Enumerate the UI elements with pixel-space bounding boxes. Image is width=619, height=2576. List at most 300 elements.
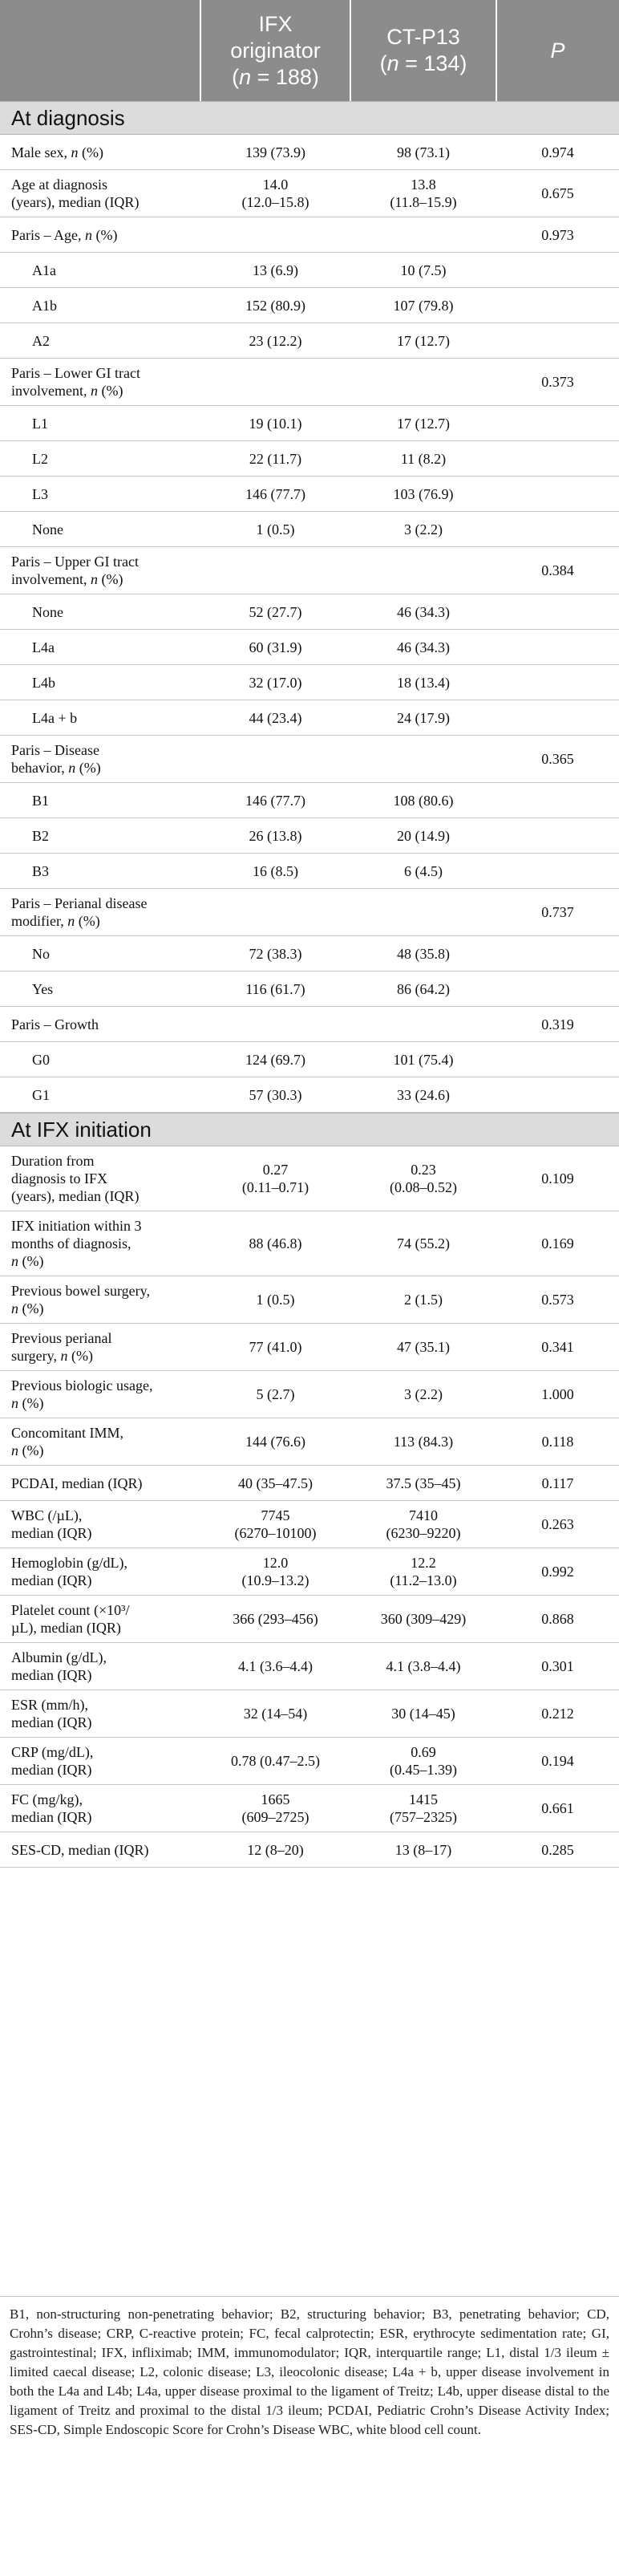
row-label — [32, 630, 196, 664]
p-value — [496, 1276, 619, 1323]
ifx-originator-value-line: 366 (293–456) — [233, 1611, 318, 1627]
row-label-line: ESR (mm/h), — [11, 1697, 89, 1713]
row-label-line: n (%) — [11, 1300, 44, 1316]
ct-p13-value — [350, 170, 496, 217]
header-divider — [350, 0, 351, 101]
ct-p13-value — [350, 783, 496, 817]
ifx-originator-value-line: 0.78 (0.47–2.5) — [231, 1753, 320, 1769]
row-label-line: Paris – Age, n (%) — [11, 226, 118, 243]
header-ifx-count: = 188) — [251, 64, 319, 89]
table-subrow — [0, 406, 619, 441]
ifx-originator-value — [200, 1211, 350, 1276]
row-label-line: months of diagnosis, — [11, 1235, 131, 1251]
ifx-originator-value-line: 72 (38.3) — [249, 945, 302, 962]
row-label — [11, 1146, 196, 1211]
ct-p13-value-line: 11 (8.2) — [400, 450, 447, 467]
table-subrow — [0, 288, 619, 323]
row-label-line: L1 — [32, 415, 48, 432]
ct-p13-value-line: (0.45–1.39) — [390, 1762, 457, 1778]
p-value-text: 0.285 — [541, 1841, 574, 1858]
ct-p13-value — [350, 1146, 496, 1211]
ct-p13-value-line: 17 (12.7) — [397, 332, 450, 349]
ct-p13-value-line: 0.23 — [411, 1162, 436, 1178]
table-row — [0, 217, 619, 253]
row-label — [32, 665, 196, 700]
row-label-line: Male sex, n (%) — [11, 144, 103, 160]
p-value — [496, 1738, 619, 1784]
ct-p13-value-line: 17 (12.7) — [397, 415, 450, 432]
p-value-text: 0.169 — [541, 1235, 574, 1251]
ifx-originator-value — [200, 936, 350, 971]
p-value — [496, 1501, 619, 1548]
row-label-line: B2 — [32, 827, 50, 844]
row-label-line: No — [32, 945, 50, 962]
ifx-originator-value — [200, 1643, 350, 1690]
table-subrow — [0, 253, 619, 288]
ct-p13-value — [350, 1548, 496, 1595]
p-value-text: 0.868 — [541, 1611, 574, 1627]
ct-p13-value — [350, 630, 496, 664]
header-p-value — [496, 0, 619, 101]
row-label — [32, 818, 196, 853]
p-value-text: 0.263 — [541, 1516, 574, 1532]
p-value — [496, 1418, 619, 1465]
ifx-originator-value-line: (0.11–0.71) — [241, 1179, 310, 1195]
ifx-originator-value — [200, 1466, 350, 1500]
ct-p13-value — [350, 253, 496, 287]
ct-p13-value-line: 103 (76.9) — [393, 485, 454, 502]
row-label-line: B3 — [32, 862, 50, 879]
p-value — [496, 783, 619, 817]
ifx-originator-value — [200, 972, 350, 1006]
row-label — [32, 783, 196, 817]
ifx-originator-value-line: 23 (12.2) — [249, 332, 302, 349]
row-label — [11, 135, 196, 169]
ifx-originator-value — [200, 477, 350, 511]
row-label — [32, 512, 196, 546]
header-ifx-n: n — [239, 64, 252, 89]
p-value-text: 0.319 — [541, 1016, 574, 1032]
ct-p13-value-line: (6230–9220) — [386, 1525, 461, 1541]
ifx-originator-value-line: 32 (14–54) — [243, 1706, 308, 1722]
table-row — [0, 1466, 619, 1501]
p-value-text: 0.118 — [541, 1434, 574, 1450]
ct-p13-value — [350, 1738, 496, 1784]
table-subrow — [0, 854, 619, 889]
ct-p13-value-line: 86 (64.2) — [397, 980, 450, 997]
section-header: At diagnosis — [0, 101, 619, 135]
p-value-text: 1.000 — [541, 1386, 574, 1402]
ct-p13-value-line: 3 (2.2) — [404, 521, 443, 538]
row-label-line: Albumin (g/dL), — [11, 1649, 107, 1665]
ct-p13-value-line: 1415 — [409, 1791, 438, 1807]
table-row — [0, 1276, 619, 1324]
p-value — [496, 1785, 619, 1832]
ct-p13-value-line: 13.8 — [411, 176, 436, 193]
header-ct-count: = 134) — [399, 51, 467, 75]
p-value — [496, 700, 619, 735]
p-value-text: 0.973 — [541, 226, 574, 243]
ifx-originator-value — [200, 359, 350, 405]
table-subrow — [0, 594, 619, 630]
row-label-line: Paris – Disease — [11, 742, 99, 758]
ifx-originator-value — [200, 547, 350, 594]
ct-p13-value-line: 360 (309–429) — [380, 1611, 467, 1627]
ct-p13-value-line: 47 (35.1) — [397, 1339, 450, 1355]
p-value — [496, 288, 619, 323]
table-subrow — [0, 700, 619, 736]
row-label — [11, 1418, 196, 1465]
ct-p13-value — [350, 1832, 496, 1867]
row-label — [32, 594, 196, 629]
p-value-text: 0.212 — [541, 1706, 574, 1722]
ct-p13-value-line: 98 (73.1) — [397, 144, 450, 160]
ct-p13-value — [350, 736, 496, 782]
p-value — [496, 441, 619, 476]
p-value-text: 0.737 — [541, 904, 574, 920]
p-value — [496, 1690, 619, 1737]
p-value-text: 0.384 — [541, 562, 574, 578]
table-row — [0, 359, 619, 406]
ct-p13-value — [350, 665, 496, 700]
ct-p13-value-line: 7410 — [409, 1507, 438, 1523]
header-ifx-line3: (n = 188) — [232, 64, 319, 89]
p-value-text: 0.974 — [541, 144, 574, 160]
p-value — [496, 135, 619, 169]
ct-p13-value-line: 3 (2.2) — [404, 1386, 443, 1402]
ct-p13-value — [350, 135, 496, 169]
ct-p13-value — [350, 1466, 496, 1500]
ifx-originator-value-line: 5 (2.7) — [256, 1386, 295, 1402]
ifx-originator-value — [200, 594, 350, 629]
table-row — [0, 736, 619, 783]
table-subrow — [0, 936, 619, 972]
ifx-originator-value-line: 13 (6.9) — [253, 262, 298, 278]
ct-p13-value — [350, 700, 496, 735]
ct-p13-value-line: (0.08–0.52) — [390, 1179, 457, 1195]
ct-p13-value — [350, 359, 496, 405]
row-label — [11, 547, 196, 594]
row-label — [11, 170, 196, 217]
ifx-originator-value-line: 32 (17.0) — [249, 674, 302, 691]
p-value — [496, 1371, 619, 1418]
row-label — [32, 253, 196, 287]
ifx-originator-value-line: 12 (8–20) — [247, 1841, 304, 1858]
p-value — [496, 253, 619, 287]
ct-p13-value — [350, 818, 496, 853]
row-label-line: Paris – Upper GI tract — [11, 554, 139, 570]
ct-p13-value — [350, 1785, 496, 1832]
table-row — [0, 1211, 619, 1276]
p-value-text: 0.301 — [541, 1658, 574, 1674]
row-label-line: G0 — [32, 1051, 50, 1068]
row-label-line: behavior, n (%) — [11, 760, 101, 776]
ct-p13-value — [350, 547, 496, 594]
ct-p13-value-line: 46 (34.3) — [397, 603, 450, 620]
p-value — [496, 170, 619, 217]
table-row — [0, 1832, 619, 1868]
row-label — [11, 1596, 196, 1642]
row-label — [11, 1785, 196, 1832]
ifx-originator-value — [200, 1418, 350, 1465]
ifx-originator-value-line: 52 (27.7) — [249, 603, 302, 620]
ifx-originator-value-line: 57 (30.3) — [249, 1086, 302, 1103]
row-label — [32, 323, 196, 358]
row-label-line: diagnosis to IFX — [11, 1170, 108, 1187]
p-value-text: 0.992 — [541, 1564, 574, 1580]
p-value — [496, 665, 619, 700]
ifx-originator-value-line: 1 (0.5) — [256, 521, 295, 538]
p-value-text: 0.117 — [541, 1475, 574, 1491]
ifx-originator-value-line: (12.0–15.8) — [241, 194, 310, 210]
row-label-line: PCDAI, median (IQR) — [11, 1475, 143, 1491]
ct-p13-value-line: 2 (1.5) — [404, 1292, 443, 1308]
ifx-originator-value-line: 26 (13.8) — [249, 827, 302, 844]
ifx-originator-value — [200, 1548, 350, 1595]
ifx-originator-value-line: 77 (41.0) — [249, 1339, 302, 1355]
row-label-line: L4a + b — [32, 709, 78, 726]
row-label-line: Previous bowel surgery, — [11, 1283, 150, 1299]
row-label-line: L3 — [32, 485, 48, 502]
row-label — [11, 736, 196, 782]
table-subrow — [0, 512, 619, 547]
table-subrow — [0, 441, 619, 477]
ifx-originator-value-line: 4.1 (3.6–4.4) — [238, 1658, 313, 1674]
ct-p13-value-line: 101 (75.4) — [393, 1051, 454, 1068]
ifx-originator-value-line: 0.27 — [262, 1162, 289, 1178]
ct-p13-value-line: 0.69 — [411, 1744, 436, 1760]
ifx-originator-value — [200, 135, 350, 169]
table-row — [0, 547, 619, 594]
ifx-originator-value-line: (609–2725) — [241, 1809, 310, 1825]
row-label — [11, 1466, 196, 1500]
ct-p13-value — [350, 1007, 496, 1041]
table-subrow — [0, 783, 619, 818]
ct-p13-value — [350, 1077, 496, 1112]
ct-p13-value — [350, 1324, 496, 1370]
ct-p13-value-line: 18 (13.4) — [397, 674, 450, 691]
row-label-line: Concomitant IMM, — [11, 1425, 123, 1441]
row-label — [32, 288, 196, 323]
ifx-originator-value — [200, 323, 350, 358]
p-value — [496, 1007, 619, 1041]
ct-p13-value — [350, 1042, 496, 1077]
row-label-line: A2 — [32, 332, 50, 349]
row-label — [11, 359, 196, 405]
p-value — [496, 406, 619, 440]
header-ifx-line2: originator — [230, 38, 321, 63]
row-label — [32, 936, 196, 971]
ifx-originator-value-line: 116 (61.7) — [245, 980, 305, 997]
ifx-originator-value — [200, 1077, 350, 1112]
p-value — [496, 217, 619, 252]
row-label-line: median (IQR) — [11, 1714, 92, 1730]
row-label-line: (years), median (IQR) — [11, 194, 140, 210]
ct-p13-value — [350, 288, 496, 323]
table-subrow — [0, 665, 619, 700]
table-subrow — [0, 630, 619, 665]
row-label-line: n (%) — [11, 1253, 44, 1269]
row-label — [32, 1077, 196, 1112]
p-value — [496, 1596, 619, 1642]
header-p-label: P — [550, 38, 565, 63]
ct-p13-value — [350, 1501, 496, 1548]
row-label — [11, 217, 196, 252]
ifx-originator-value-line: 12.0 — [262, 1555, 289, 1571]
ct-p13-value-line: 33 (24.6) — [397, 1086, 450, 1103]
p-value — [496, 1548, 619, 1595]
row-label — [32, 441, 196, 476]
ifx-originator-value — [200, 736, 350, 782]
ct-p13-value — [350, 441, 496, 476]
ct-p13-value — [350, 936, 496, 971]
table-subrow — [0, 972, 619, 1007]
ct-p13-value-line: (11.8–15.9) — [390, 194, 457, 210]
table-row — [0, 1146, 619, 1211]
ifx-originator-value — [200, 217, 350, 252]
p-value — [496, 1466, 619, 1500]
ifx-originator-value — [200, 1832, 350, 1867]
ct-p13-value-line: 4.1 (3.8–4.4) — [386, 1658, 461, 1674]
ifx-originator-value — [200, 170, 350, 217]
p-value-text: 0.365 — [541, 751, 574, 767]
ct-p13-value — [350, 1690, 496, 1737]
ifx-originator-value — [200, 1324, 350, 1370]
table-row — [0, 1007, 619, 1042]
ifx-originator-value-line: 16 (8.5) — [253, 862, 298, 879]
table-subrow — [0, 818, 619, 854]
row-label-line: median (IQR) — [11, 1809, 92, 1825]
ct-p13-value — [350, 323, 496, 358]
ifx-originator-value — [200, 1785, 350, 1832]
row-label-line: median (IQR) — [11, 1762, 92, 1778]
row-label — [11, 1548, 196, 1595]
ifx-originator-value-line: 1665 — [261, 1791, 290, 1807]
ifx-originator-value — [200, 665, 350, 700]
p-value-text: 0.109 — [541, 1170, 574, 1187]
row-label — [11, 889, 196, 935]
ct-p13-value — [350, 1418, 496, 1465]
ifx-originator-value-line: 44 (23.4) — [249, 709, 302, 726]
row-label-line: median (IQR) — [11, 1572, 92, 1588]
ct-p13-value — [350, 854, 496, 888]
ifx-originator-value — [200, 512, 350, 546]
p-value — [496, 854, 619, 888]
row-label-line: WBC (/µL), — [11, 1507, 83, 1523]
row-label-line: (years), median (IQR) — [11, 1188, 140, 1204]
ifx-originator-value — [200, 406, 350, 440]
table-row — [0, 1501, 619, 1548]
table-row — [0, 1371, 619, 1418]
p-value — [496, 936, 619, 971]
p-value — [496, 1643, 619, 1690]
row-label-line: SES-CD, median (IQR) — [11, 1841, 149, 1858]
ifx-originator-value-line: (6270–10100) — [234, 1525, 317, 1541]
row-label-line: involvement, n (%) — [11, 383, 123, 399]
ifx-originator-value-line: 124 (69.7) — [245, 1051, 305, 1068]
ct-p13-value — [350, 406, 496, 440]
row-label-line: Hemoglobin (g/dL), — [11, 1555, 127, 1571]
row-label-line: G1 — [32, 1086, 50, 1103]
ifx-originator-value — [200, 818, 350, 853]
table-row — [0, 1324, 619, 1371]
ifx-originator-value-line: 40 (35–47.5) — [238, 1475, 313, 1491]
ifx-originator-value — [200, 1146, 350, 1211]
ct-p13-value — [350, 1211, 496, 1276]
header-divider — [200, 0, 201, 101]
row-label — [11, 1007, 196, 1041]
ct-p13-value-line: 12.2 — [411, 1555, 436, 1571]
p-value — [496, 736, 619, 782]
header-ifx-originator — [200, 0, 350, 101]
ct-p13-value — [350, 889, 496, 935]
ct-p13-value — [350, 512, 496, 546]
table-row — [0, 1643, 619, 1690]
row-label-line: A1a — [32, 262, 56, 278]
ifx-originator-value-line: 146 (77.7) — [245, 485, 305, 502]
p-value — [496, 1324, 619, 1370]
row-label-line: L4b — [32, 674, 55, 691]
row-label-line: IFX initiation within 3 — [11, 1218, 142, 1234]
row-label — [11, 1738, 196, 1784]
ifx-originator-value — [200, 854, 350, 888]
table-row — [0, 889, 619, 936]
row-label — [11, 1276, 196, 1323]
section-header: At IFX initiation — [0, 1113, 619, 1146]
p-value-text: 0.341 — [541, 1339, 574, 1355]
ct-p13-value-line: (757–2325) — [390, 1809, 457, 1825]
ct-p13-value-line: 10 (7.5) — [400, 262, 447, 278]
ifx-originator-value — [200, 253, 350, 287]
row-label-line: Paris – Growth — [11, 1016, 99, 1032]
row-label — [11, 1643, 196, 1690]
row-label — [11, 1371, 196, 1418]
ifx-originator-value-line: 60 (31.9) — [249, 639, 302, 655]
row-label-line: Previous biologic usage, — [11, 1377, 153, 1393]
p-value — [496, 1146, 619, 1211]
row-label-line: L4a — [32, 639, 55, 655]
p-value-text: 0.573 — [541, 1292, 574, 1308]
header-ifx-line1: IFX — [258, 11, 293, 36]
table-subrow — [0, 1042, 619, 1077]
row-label — [32, 1042, 196, 1077]
ifx-originator-value-line: 146 (77.7) — [245, 792, 305, 809]
row-label — [11, 1324, 196, 1370]
ifx-originator-value — [200, 1596, 350, 1642]
ct-p13-value-line: 37.5 (35–45) — [386, 1475, 461, 1491]
table-row — [0, 1596, 619, 1643]
row-label — [32, 972, 196, 1006]
ifx-originator-value — [200, 889, 350, 935]
row-label — [32, 854, 196, 888]
p-value — [496, 889, 619, 935]
ifx-originator-value — [200, 1738, 350, 1784]
ifx-originator-value — [200, 441, 350, 476]
ifx-originator-value-line: 7745 — [261, 1507, 290, 1523]
row-label-line: n (%) — [11, 1395, 44, 1411]
ifx-originator-value — [200, 1501, 350, 1548]
row-label — [11, 1501, 196, 1548]
table-row — [0, 1690, 619, 1738]
row-label-line: µL), median (IQR) — [11, 1620, 121, 1636]
ct-p13-value-line: 46 (34.3) — [397, 639, 450, 655]
row-label-line: Yes — [32, 980, 54, 997]
table-subrow — [0, 323, 619, 359]
row-label — [11, 1832, 196, 1867]
ct-p13-value-line: 13 (8–17) — [394, 1841, 452, 1858]
ct-p13-value-line: 113 (84.3) — [393, 1434, 454, 1450]
p-value — [496, 359, 619, 405]
